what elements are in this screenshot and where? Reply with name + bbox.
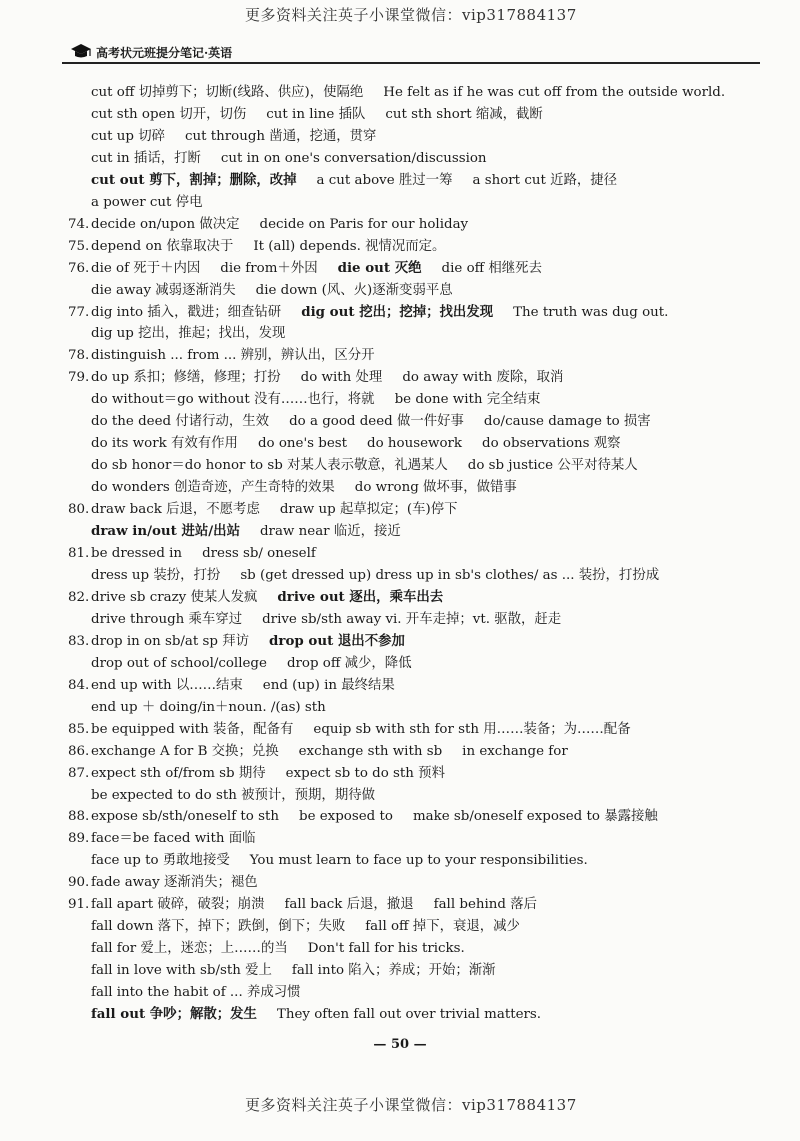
phrase-entry: cut in line 插队 — [266, 106, 366, 122]
phrase-entry: drop in on sb/at sp 拜访 — [91, 633, 250, 649]
phrase-entry: cut out 剪下，割掉；删除，改掉 — [91, 171, 297, 188]
phrase-entry: do sb honor＝do honor to sb 对某人表示敬意，礼遇某人 — [91, 458, 448, 474]
entry-number: 85. — [68, 721, 90, 737]
note-line — [68, 982, 768, 1004]
phrase-entry: end up ＋ doing/in＋noun. /(as) sth — [91, 699, 326, 715]
note-line — [68, 389, 768, 411]
note-line — [68, 653, 768, 675]
phrase-entry: expect sb to do sth 预料 — [285, 765, 445, 781]
page-number: — 50 — — [373, 1037, 427, 1052]
phrase-entry: fall out 争吵；解散；发生 — [91, 1006, 257, 1023]
phrase-entry: draw near 临近，接近 — [259, 524, 401, 540]
phrase-entry: expose sb/sth/oneself to sth — [91, 809, 279, 825]
note-line — [68, 960, 768, 982]
entry-number: 76. — [68, 260, 90, 276]
phrase-entry: cut in on one's conversation/discussion — [220, 150, 487, 166]
note-line — [68, 565, 768, 587]
phrase-entry: drive through 乘车穿过 — [91, 611, 243, 627]
note-line — [68, 850, 768, 872]
note-line — [68, 104, 768, 126]
phrase-entry: exchange A for B 交换；兑换 — [91, 743, 279, 759]
phrase-entry: fall in love with sb/sth 爱上 — [91, 963, 272, 979]
phrase-entry: draw in/out 进站/出站 — [91, 523, 240, 540]
phrase-entry: fall back 后退，撤退 — [284, 897, 414, 913]
phrase-entry: distinguish ... from ... 辨别，辨认出，区分开 — [91, 348, 375, 364]
phrase-entry: make sb/oneself exposed to 暴露接触 — [412, 809, 658, 825]
note-line — [68, 697, 768, 719]
phrase-entry: exchange sth with sb — [298, 743, 443, 759]
header-title: 高考状元班提分笔记·英语 — [96, 46, 233, 60]
phrase-entry: do wrong 做坏事，做错事 — [354, 480, 517, 496]
phrase-entry: a cut above 胜过一筹 — [316, 172, 453, 188]
phrase-entry: face＝be faced with 面临 — [91, 831, 256, 847]
phrase-entry: It (all) depends. 视情况而定。 — [253, 238, 446, 254]
phrase-entry: die away 减弱逐渐消失 — [91, 282, 236, 298]
note-line — [68, 785, 768, 807]
graduation-cap-icon — [70, 42, 92, 60]
entry-number: 79. — [68, 370, 90, 386]
phrase-entry: do observations 观察 — [482, 436, 621, 452]
phrase-entry: depend on 依靠取决于 — [91, 238, 234, 254]
phrase-entry: draw up 起草拟定；(车)停下 — [279, 502, 458, 518]
phrase-entry: dress up 装扮，打扮 — [91, 567, 221, 583]
phrase-entry: They often fall out over trivial matters. — [276, 1007, 542, 1023]
note-line — [68, 763, 768, 785]
phrase-entry: fall down 落下，掉下；跌倒，倒下；失败 — [91, 919, 346, 935]
entry-number: 84. — [68, 677, 90, 693]
phrase-entry: fall behind 落后 — [433, 897, 538, 913]
phrase-entry: The truth was dug out. — [513, 304, 669, 320]
phrase-entry: face up to 勇敢地接受 — [91, 853, 230, 869]
phrase-entry: drop out 退出不参加 — [269, 632, 405, 649]
phrase-entry: sb (get dressed up) dress up in sb's clothes/ as ... 装扮，打扮成 — [240, 567, 660, 583]
note-line — [68, 1004, 768, 1026]
phrase-entry: do away with 废除，取消 — [402, 370, 564, 386]
entry-number: 81. — [68, 546, 90, 562]
phrase-entry: die of 死于＋内因 — [91, 260, 201, 276]
phrase-entry: in exchange for — [462, 743, 568, 759]
top-watermark: 更多资料关注英子小课堂微信：vip317884137 — [245, 6, 577, 24]
entry-number: 87. — [68, 765, 90, 781]
phrase-entry: cut sth open 切开，切伤 — [91, 106, 247, 122]
phrase-entry: die down (风、火)逐渐变弱平息 — [255, 282, 453, 298]
note-line — [68, 455, 768, 477]
note-line — [68, 258, 768, 280]
phrase-entry: be exposed to — [299, 809, 393, 825]
phrase-entry: drop off 减少，降低 — [286, 655, 412, 671]
phrase-entry: fade away 逐渐消失；褪色 — [91, 875, 258, 891]
entry-number: 91. — [68, 897, 90, 913]
phrase-entry: be done with 完全结束 — [394, 392, 541, 408]
phrase-entry: decide on/upon 做决定 — [91, 216, 240, 232]
note-line — [68, 938, 768, 960]
note-line — [68, 236, 768, 258]
note-line — [68, 148, 768, 170]
note-line — [68, 631, 768, 653]
phrase-entry: do up 系扣；修缮，修理；打扮 — [91, 370, 281, 386]
phrase-entry: cut in 插话，打断 — [91, 150, 201, 166]
phrase-entry: fall into the habit of ... 养成习惯 — [91, 985, 301, 1001]
note-line — [68, 828, 768, 850]
phrase-entry: be equipped with 装备，配备有 — [91, 721, 294, 737]
note-line — [68, 302, 768, 324]
note-line — [68, 609, 768, 631]
page-header — [62, 40, 760, 64]
phrase-entry: do sb justice 公平对待某人 — [467, 458, 638, 474]
phrase-entry: dig out 挖出；挖掉；找出发现 — [301, 303, 494, 320]
phrase-entry: do the deed 付诸行动，生效 — [91, 414, 270, 430]
phrase-entry: dig into 插入，戳进；细查钻研 — [91, 304, 282, 320]
entry-number: 80. — [68, 502, 90, 518]
note-line — [68, 367, 768, 389]
bottom-watermark: 更多资料关注英子小课堂微信：vip317884137 — [245, 1096, 577, 1114]
phrase-entry: Don't fall for his tricks. — [307, 941, 465, 957]
note-line — [68, 477, 768, 499]
note-line — [68, 280, 768, 302]
note-line — [68, 916, 768, 938]
phrase-entry: fall into 陷入；养成；开始；渐渐 — [291, 963, 496, 979]
phrase-entry: die from＋外因 — [220, 260, 318, 276]
note-line — [68, 323, 768, 345]
phrase-entry: be expected to do sth 被预计，预期，期待做 — [91, 787, 375, 803]
note-line — [68, 126, 768, 148]
phrase-entry: expect sth of/from sb 期待 — [91, 765, 266, 781]
phrase-entry: do without＝go without 没有……也行，将就 — [91, 392, 375, 408]
entry-number: 90. — [68, 875, 90, 891]
phrase-entry: He felt as if he was cut off from the outside world. — [383, 85, 726, 100]
phrase-entry: be dressed in — [91, 546, 183, 562]
phrase-entry: do with 处理 — [300, 370, 383, 386]
entry-number: 75. — [68, 238, 90, 254]
phrase-entry: do/cause damage to 损害 — [483, 414, 651, 430]
note-line — [68, 499, 768, 521]
entry-number: 78. — [68, 348, 90, 364]
phrase-entry: fall apart 破碎，破裂；崩溃 — [91, 897, 265, 913]
entry-number: 77. — [68, 304, 90, 320]
phrase-entry: end up with 以……结束 — [91, 677, 243, 693]
notes-content — [68, 82, 768, 1026]
note-line — [68, 872, 768, 894]
phrase-entry: drive sb/sth away vi. 开车走掉；vt. 驱散，赶走 — [262, 611, 562, 627]
note-line — [68, 411, 768, 433]
entry-number: 74. — [68, 216, 90, 232]
note-line — [68, 719, 768, 741]
phrase-entry: dig up 挖出，推起；找出，发现 — [91, 326, 286, 342]
entry-number: 89. — [68, 831, 90, 847]
phrase-entry: a power cut 停电 — [91, 194, 203, 210]
phrase-entry: cut sth short 缩减，截断 — [385, 106, 543, 122]
phrase-entry: fall for 爱上，迷恋；上……的当 — [91, 941, 288, 957]
phrase-entry: cut through 凿通，挖通，贯穿 — [185, 128, 377, 144]
note-line — [68, 521, 768, 543]
entry-number: 86. — [68, 743, 90, 759]
phrase-entry: drop out of school/college — [91, 655, 267, 671]
phrase-entry: dress sb/ oneself — [202, 546, 316, 562]
note-line — [68, 345, 768, 367]
phrase-entry: do one's best — [257, 436, 347, 452]
note-line — [68, 741, 768, 763]
phrase-entry: cut off 切掉剪下；切断(线路、供应)，使隔绝 — [91, 85, 364, 100]
phrase-entry: end (up) in 最终结果 — [262, 677, 395, 693]
note-line — [68, 82, 768, 104]
phrase-entry: decide on Paris for our holiday — [259, 216, 469, 232]
note-line — [68, 675, 768, 697]
entry-number: 83. — [68, 633, 90, 649]
note-line — [68, 894, 768, 916]
phrase-entry: draw back 后退，不愿考虑 — [91, 502, 260, 518]
phrase-entry: fall off 掉下，衰退，减少 — [365, 919, 520, 935]
phrase-entry: equip sb with sth for sth 用……装备；为……配备 — [313, 721, 631, 737]
entry-number: 82. — [68, 589, 90, 605]
note-line — [68, 806, 768, 828]
phrase-entry: do its work 有效有作用 — [91, 436, 238, 452]
phrase-entry: a short cut 近路，捷径 — [472, 172, 618, 188]
note-line — [68, 543, 768, 565]
phrase-entry: You must learn to face up to your responsibilities. — [249, 853, 588, 869]
note-line — [68, 170, 768, 192]
entry-number: 88. — [68, 809, 90, 825]
note-line — [68, 214, 768, 236]
note-line — [68, 433, 768, 455]
phrase-entry: die out 灭绝 — [337, 259, 422, 276]
phrase-entry: cut up 切碎 — [91, 128, 165, 144]
note-line — [68, 587, 768, 609]
phrase-entry: do a good deed 做一件好事 — [289, 414, 464, 430]
note-line — [68, 192, 768, 214]
phrase-entry: do wonders 创造奇迹，产生奇特的效果 — [91, 480, 335, 496]
phrase-entry: drive out 逐出，乘车出去 — [277, 588, 444, 605]
phrase-entry: do housework — [367, 436, 463, 452]
phrase-entry: drive sb crazy 使某人发疯 — [91, 589, 258, 605]
phrase-entry: die off 相继死去 — [441, 260, 542, 276]
